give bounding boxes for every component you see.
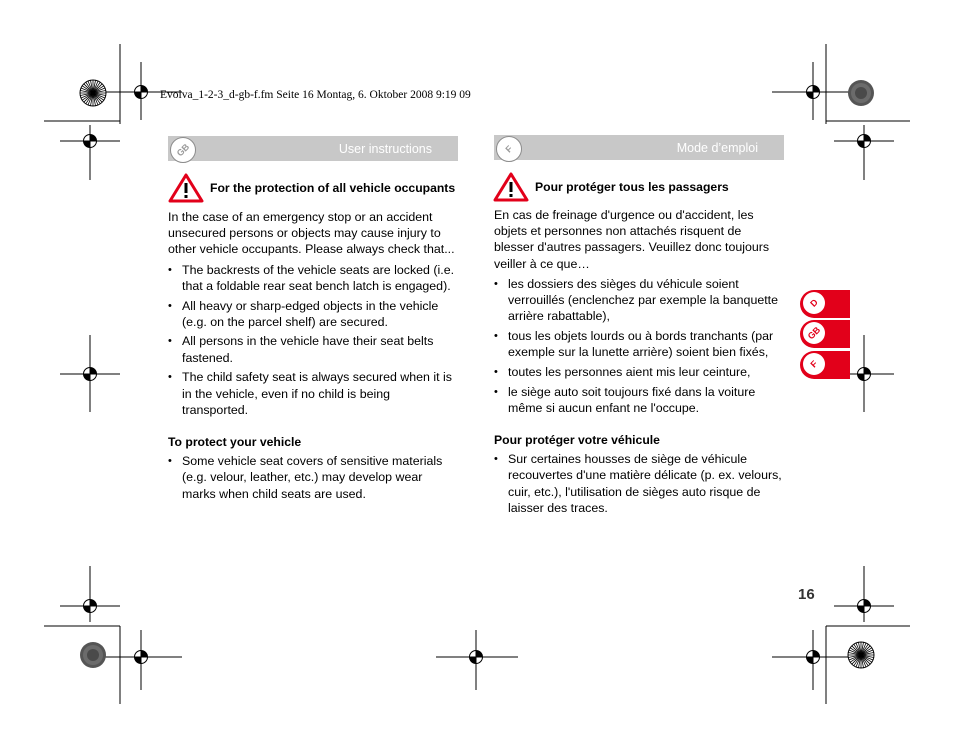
side-tab-f[interactable] xyxy=(800,351,850,379)
side-tab-label: D xyxy=(798,287,829,318)
list-item: • les dossiers des sièges du véhicule soient verrouillés (enclenchez par exemple la banquette arrière rabattable), xyxy=(494,276,784,325)
lang-badge-gb: GB xyxy=(165,132,202,169)
warning-heading-f xyxy=(493,172,729,202)
section-bar-f xyxy=(494,135,784,160)
page-number: 16 xyxy=(798,586,815,603)
subheading: To protect your vehicle xyxy=(168,434,302,449)
warning-triangle-icon xyxy=(168,173,204,203)
list-item: • The child safety seat is always secured when it is in the vehicle, even if no child is being transported. xyxy=(168,369,458,418)
warning-triangle-icon xyxy=(493,172,529,202)
section-bar-gb xyxy=(168,136,458,161)
bullet-list xyxy=(494,276,784,416)
content-column-gb xyxy=(168,209,458,505)
list-item: • toutes les personnes aient mis leur ceinture, xyxy=(494,364,784,380)
side-tab-d[interactable] xyxy=(800,290,850,318)
list-item: • Some vehicle seat covers of sensitive materials (e.g. velour, leather, etc.) may develop wear marks when child seats are used. xyxy=(168,453,458,502)
side-tab-gb[interactable] xyxy=(800,320,850,348)
intro-paragraph: In the case of an emergency stop or an accident unsecured persons or objects may cause injury to other vehicle occupants. Please always check that... xyxy=(168,210,455,257)
list-item: • le siège auto soit toujours fixé dans la voiture même si aucun enfant ne l'occupe. xyxy=(494,384,784,416)
list-item: • tous les objets lourds ou à bords tranchants (par exemple sur la lunette arrière) soient bien fixés, xyxy=(494,328,784,360)
bullet-list xyxy=(168,262,458,418)
lang-badge-f: F xyxy=(491,131,528,168)
subheading: Pour protéger votre véhicule xyxy=(494,432,660,447)
side-tab-label: GB xyxy=(798,317,829,348)
side-tab-label: F xyxy=(798,348,829,379)
intro-paragraph: En cas de freinage d'urgence ou d'accident, les objets et personnes non attachés risquent de blesser d'autres passagers. Veuillez donc toujours veiller à ce que… xyxy=(494,208,770,271)
list-item: • Sur certaines housses de siège de véhicule recouvertes d'une matière délicate (p. ex. velours, cuir, etc.), l'utilisation de sièges auto risque de laisser des traces. xyxy=(494,451,784,516)
bullet-list xyxy=(168,453,458,502)
list-item: • The backrests of the vehicle seats are locked (i.e. that a foldable rear seat bench latch is engaged). xyxy=(168,262,458,294)
warning-heading-gb xyxy=(168,173,455,203)
file-header: Evolva_1-2-3_d-gb-f.fm Seite 16 Montag, 6. Oktober 2008 9:19 09 xyxy=(160,89,471,101)
warning-title: For the protection of all vehicle occupants xyxy=(210,181,456,195)
section-bar-label: User instructions xyxy=(338,142,432,156)
list-item: • All persons in the vehicle have their seat belts fastened. xyxy=(168,333,458,365)
list-item: • All heavy or sharp-edged objects in the vehicle (e.g. on the parcel shelf) are secured. xyxy=(168,298,458,330)
bullet-list xyxy=(494,451,784,516)
content-column-f xyxy=(494,207,784,519)
warning-title: Pour protéger tous les passagers xyxy=(535,180,729,194)
section-bar-label: Mode d’emploi xyxy=(676,141,758,155)
